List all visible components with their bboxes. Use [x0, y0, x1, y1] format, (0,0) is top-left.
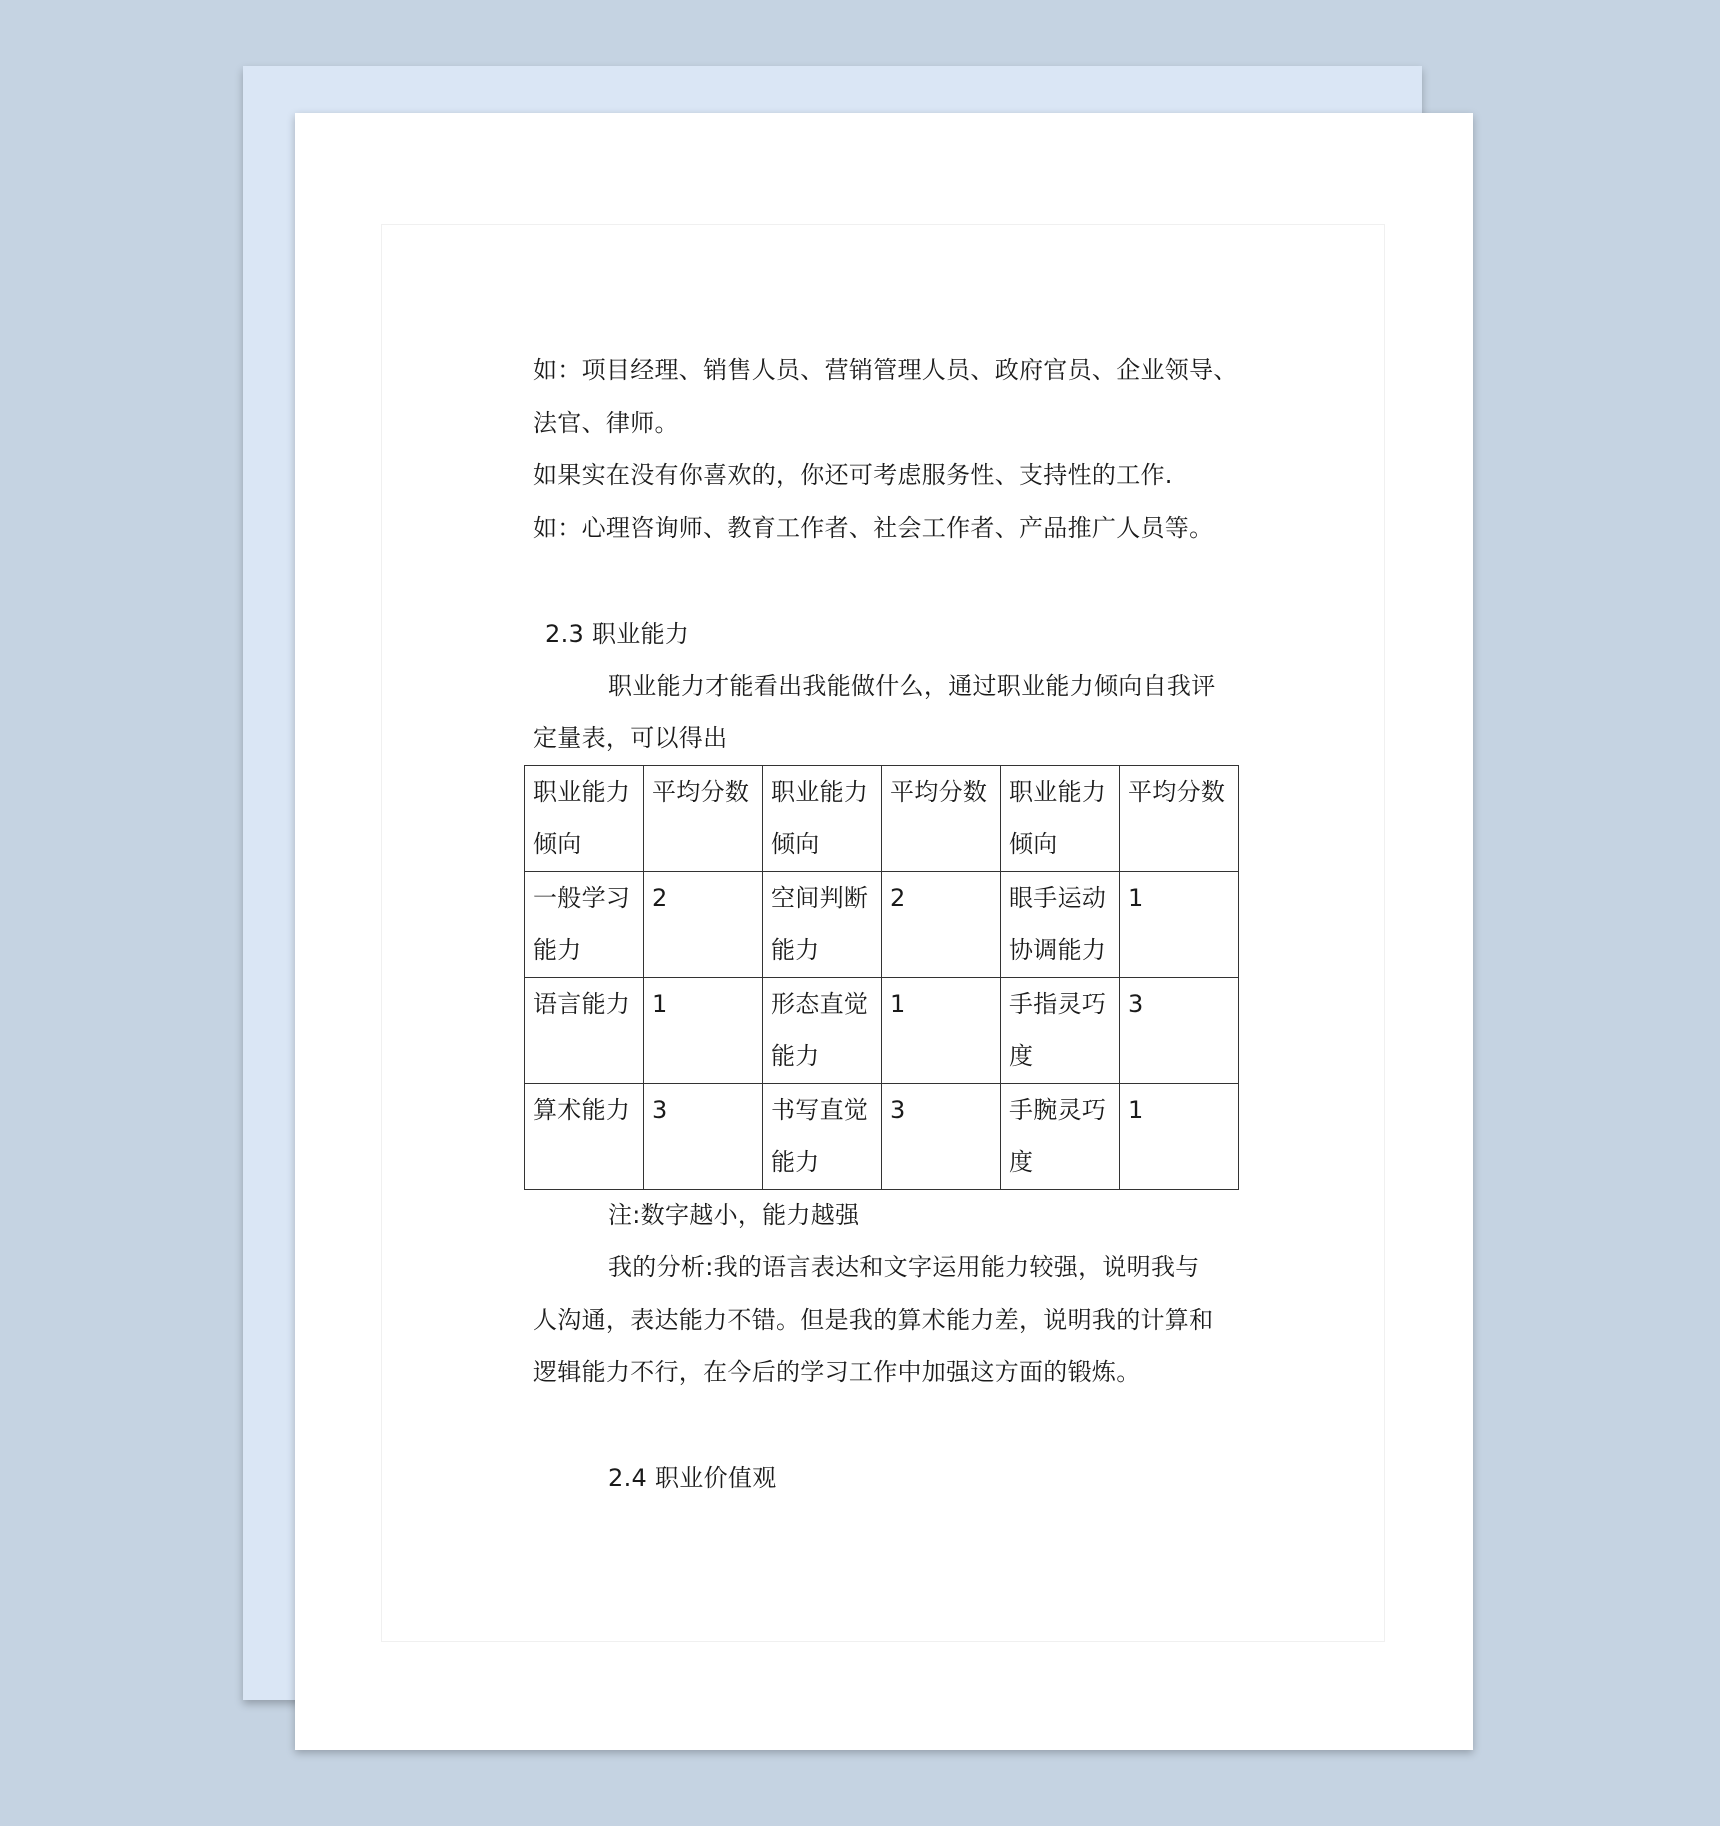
table-header-cell: 平均分数: [882, 766, 1001, 872]
table-cell: 1: [644, 978, 763, 1084]
table-cell: 形态直觉能力: [763, 978, 882, 1084]
document-page: [295, 113, 1473, 1750]
paragraph-line: 法官、律师。: [533, 409, 679, 437]
table-header-cell: 平均分数: [644, 766, 763, 872]
table-cell: 眼手运动协调能力: [1001, 872, 1120, 978]
paragraph-line: 如果实在没有你喜欢的，你还可考虑服务性、支持性的工作.: [533, 461, 1173, 489]
table-cell: 语言能力: [525, 978, 644, 1084]
section-heading-2-3: 2.3 职业能力: [545, 620, 690, 648]
table-cell: 1: [1120, 1084, 1239, 1190]
analysis-line: 逻辑能力不行，在今后的学习工作中加强这方面的锻炼。: [533, 1358, 1141, 1386]
table-cell: 手腕灵巧度: [1001, 1084, 1120, 1190]
table-cell: 3: [1120, 978, 1239, 1084]
table-row: [525, 1084, 1239, 1190]
table-cell: 一般学习能力: [525, 872, 644, 978]
table-cell: 手指灵巧度: [1001, 978, 1120, 1084]
table-cell: 书写直觉能力: [763, 1084, 882, 1190]
table-header-row: [525, 766, 1239, 872]
section-intro: 职业能力才能看出我能做什么，通过职业能力倾向自我评: [608, 672, 1216, 700]
table-row: [525, 978, 1239, 1084]
table-header-cell: 职业能力倾向: [763, 766, 882, 872]
table-cell: 2: [644, 872, 763, 978]
table-cell: 空间判断能力: [763, 872, 882, 978]
table-cell: 3: [644, 1084, 763, 1190]
paragraph-line: 如：项目经理、销售人员、营销管理人员、政府官员、企业领导、: [533, 356, 1238, 384]
table-cell: 3: [882, 1084, 1001, 1190]
table-cell: 算术能力: [525, 1084, 644, 1190]
section-intro: 定量表，可以得出: [533, 724, 728, 752]
table-cell: 1: [882, 978, 1001, 1084]
table-note: 注:数字越小，能力越强: [608, 1201, 860, 1229]
paragraph-line: 如：心理咨询师、教育工作者、社会工作者、产品推广人员等。: [533, 514, 1214, 542]
table-header-cell: 职业能力倾向: [1001, 766, 1120, 872]
section-heading-2-4: 2.4 职业价值观: [608, 1464, 777, 1492]
table-header-cell: 平均分数: [1120, 766, 1239, 872]
ability-table: [524, 765, 1239, 1190]
table-cell: 2: [882, 872, 1001, 978]
table-cell: 1: [1120, 872, 1239, 978]
table-header-cell: 职业能力倾向: [525, 766, 644, 872]
analysis-line: 人沟通，表达能力不错。但是我的算术能力差，说明我的计算和: [533, 1306, 1214, 1334]
table-row: [525, 872, 1239, 978]
analysis-line: 我的分析:我的语言表达和文字运用能力较强，说明我与: [608, 1253, 1200, 1281]
